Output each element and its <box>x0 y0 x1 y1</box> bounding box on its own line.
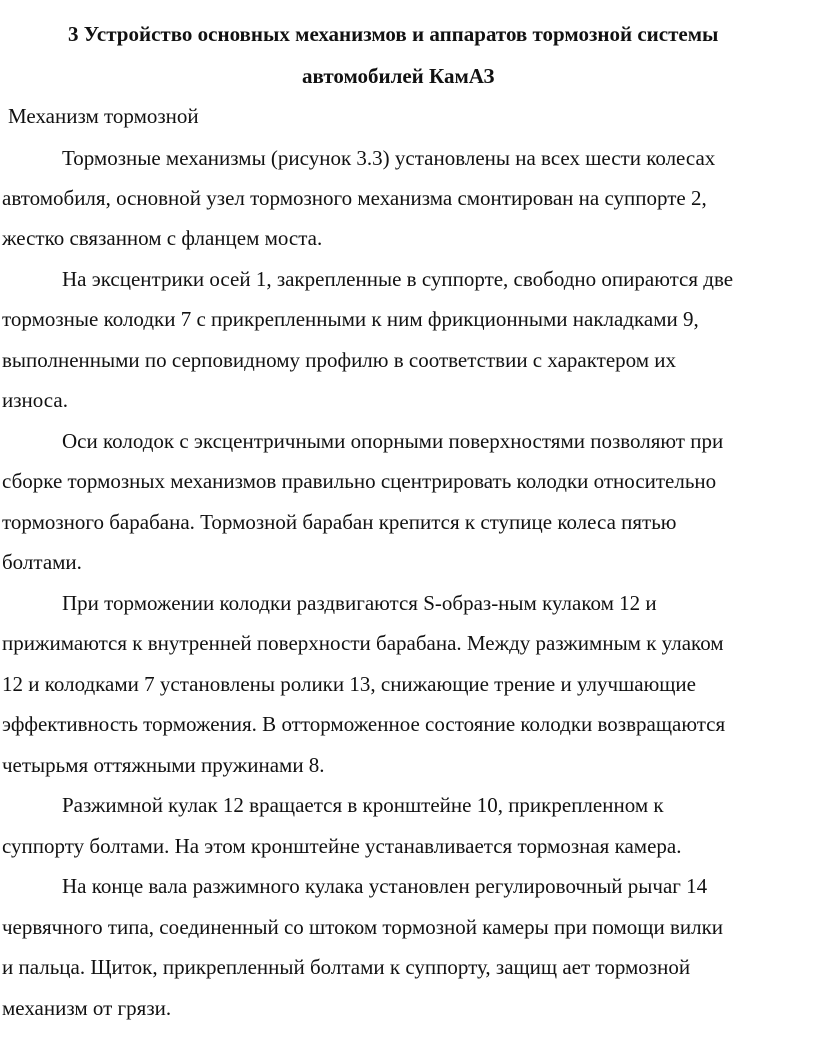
text-line: Тормозные механизмы (рисунок 3.3) установлены на всех шести колесах <box>62 146 716 170</box>
text-line: автомобиля, основной узел тормозного механизма смонтирован на суппорте 2, <box>2 186 707 210</box>
text-line: сборке тормозных механизмов правильно сцентрировать колодки относительно <box>2 469 717 493</box>
text-line: При торможении колодки раздвигаются S-образ-ным кулаком 12 и <box>62 591 657 615</box>
text-line: эффективность торможения. В отторможенное состояние колодки возвращаются <box>2 712 726 736</box>
text-line: Оси колодок с эксцентричными опорными поверхностями позволяют при <box>62 429 724 453</box>
text-line: Разжимной кулак 12 вращается в кронштейне 10, прикрепленном к <box>62 793 664 817</box>
document-title-line-1: 3 Устройство основных механизмов и аппаратов тормозной системы <box>68 22 719 46</box>
text-line: четырьмя оттяжными пружинами 8. <box>2 753 325 777</box>
text-line: прижимаются к внутренней поверхности барабана. Между разжимным к улаком <box>2 631 724 655</box>
section-subtitle: Механизм тормозной <box>8 104 199 128</box>
text-line: тормозного барабана. Тормозной барабан крепится к ступице колеса пятью <box>2 510 677 534</box>
text-line: тормозные колодки 7 с прикрепленными к ним фрикционными накладками 9, <box>2 307 699 331</box>
text-line: механизм от грязи. <box>2 996 172 1020</box>
document-title-line-2: автомобилей КамАЗ <box>302 64 495 88</box>
text-line: выполненными по серповидному профилю в соответствии с характером их <box>2 348 677 372</box>
text-line: червячного типа, соединенный со штоком тормозной камеры при помощи вилки <box>2 915 724 939</box>
text-line: износа. <box>2 388 68 412</box>
text-line: На эксцентрики осей 1, закрепленные в суппорте, свободно опираются две <box>62 267 734 291</box>
text-line: суппорту болтами. На этом кронштейне устанавливается тормозная камера. <box>2 834 682 858</box>
text-line: На конце вала разжимного кулака установлен регулировочный рычаг 14 <box>62 874 708 898</box>
text-line: болтами. <box>2 550 82 574</box>
text-line: жестко связанном с фланцем моста. <box>2 226 323 250</box>
text-line: и пальца. Щиток, прикрепленный болтами к суппорту, защищ ает тормозной <box>2 955 691 979</box>
text-line: 12 и колодками 7 установлены ролики 13, снижающие трение и улучшающие <box>2 672 696 696</box>
